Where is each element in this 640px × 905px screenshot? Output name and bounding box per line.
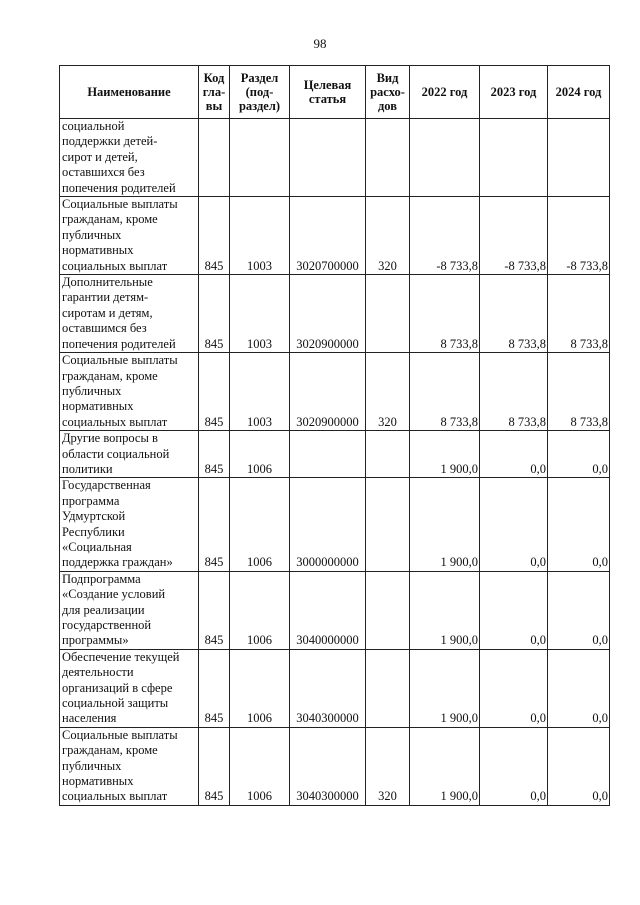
cell-section: 1003 — [230, 353, 290, 431]
cell-name: Дополнительные гарантии детям- сиротам и детям, оставшимся без попечения родителей — [60, 275, 199, 353]
cell-2023: 0,0 — [480, 478, 548, 571]
cell-name: Социальные выплаты гражданам, кроме публичных нормативных социальных выплат — [60, 353, 199, 431]
cell-name: Другие вопросы в области социальной политики — [60, 431, 199, 478]
cell-2023: 0,0 — [480, 431, 548, 478]
cell-target-article: 3040300000 — [290, 727, 366, 805]
cell-2022 — [410, 119, 480, 197]
cell-chapter-code: 845 — [199, 649, 230, 727]
cell-section: 1003 — [230, 275, 290, 353]
cell-chapter-code: 845 — [199, 571, 230, 649]
cell-2024: 0,0 — [548, 571, 610, 649]
cell-2022: 1 900,0 — [410, 727, 480, 805]
cell-target-article: 3040300000 — [290, 649, 366, 727]
table-row — [60, 119, 610, 197]
header-expense-type: Вид расхо- дов — [366, 66, 410, 119]
cell-2023: 0,0 — [480, 571, 548, 649]
cell-name: Социальные выплаты гражданам, кроме публичных нормативных социальных выплат — [60, 727, 199, 805]
cell-expense-type: 320 — [366, 197, 410, 275]
cell-section: 1003 — [230, 197, 290, 275]
cell-2024: 0,0 — [548, 431, 610, 478]
table-row — [60, 727, 610, 805]
header-target-article: Целевая статья — [290, 66, 366, 119]
cell-chapter-code: 845 — [199, 727, 230, 805]
cell-name: Социальные выплаты гражданам, кроме публичных нормативных социальных выплат — [60, 197, 199, 275]
table-row — [60, 571, 610, 649]
cell-expense-type: 320 — [366, 353, 410, 431]
cell-name: Обеспечение текущей деятельности организаций в сфере социальной защиты населения — [60, 649, 199, 727]
cell-2022: -8 733,8 — [410, 197, 480, 275]
header-year-2023: 2023 год — [480, 66, 548, 119]
cell-target-article — [290, 431, 366, 478]
cell-2023: 0,0 — [480, 649, 548, 727]
header-chapter-code: Код гла- вы — [199, 66, 230, 119]
cell-section: 1006 — [230, 431, 290, 478]
header-section: Раздел (под- раздел) — [230, 66, 290, 119]
cell-2022: 1 900,0 — [410, 431, 480, 478]
cell-section — [230, 119, 290, 197]
header-year-2024: 2024 год — [548, 66, 610, 119]
cell-2024: 0,0 — [548, 478, 610, 571]
cell-expense-type — [366, 478, 410, 571]
cell-target-article: 3020700000 — [290, 197, 366, 275]
cell-chapter-code — [199, 119, 230, 197]
page-number: 98 — [313, 36, 327, 51]
table-row — [60, 197, 610, 275]
cell-expense-type — [366, 119, 410, 197]
cell-section: 1006 — [230, 727, 290, 805]
cell-2023 — [480, 119, 548, 197]
cell-target-article: 3020900000 — [290, 275, 366, 353]
cell-2024: -8 733,8 — [548, 197, 610, 275]
cell-expense-type: 320 — [366, 727, 410, 805]
cell-chapter-code: 845 — [199, 353, 230, 431]
cell-target-article: 3020900000 — [290, 353, 366, 431]
cell-target-article: 3040000000 — [290, 571, 366, 649]
cell-2024: 0,0 — [548, 649, 610, 727]
cell-2022: 1 900,0 — [410, 571, 480, 649]
table-header-row — [60, 66, 610, 119]
table-row — [60, 353, 610, 431]
cell-2022: 1 900,0 — [410, 649, 480, 727]
cell-2023: 8 733,8 — [480, 275, 548, 353]
cell-2024: 8 733,8 — [548, 353, 610, 431]
cell-target-article: 3000000000 — [290, 478, 366, 571]
cell-name: социальной поддержки детей- сирот и детей, оставшихся без попечения родителей — [60, 119, 199, 197]
cell-chapter-code: 845 — [199, 478, 230, 571]
cell-expense-type — [366, 649, 410, 727]
cell-2024: 8 733,8 — [548, 275, 610, 353]
cell-2023: 0,0 — [480, 727, 548, 805]
cell-chapter-code: 845 — [199, 197, 230, 275]
cell-expense-type — [366, 431, 410, 478]
cell-target-article — [290, 119, 366, 197]
cell-name: Подпрограмма «Создание условий для реализации государственной программы» — [60, 571, 199, 649]
cell-name: Государственная программа Удмуртской Республики «Социальная поддержка граждан» — [60, 478, 199, 571]
cell-chapter-code: 845 — [199, 275, 230, 353]
table-row — [60, 478, 610, 571]
cell-2023: 8 733,8 — [480, 353, 548, 431]
header-name: Наименование — [60, 66, 199, 119]
cell-2022: 8 733,8 — [410, 353, 480, 431]
header-year-2022: 2022 год — [410, 66, 480, 119]
cell-section: 1006 — [230, 478, 290, 571]
cell-2024 — [548, 119, 610, 197]
cell-2023: -8 733,8 — [480, 197, 548, 275]
cell-expense-type — [366, 275, 410, 353]
table-row — [60, 431, 610, 478]
table-row — [60, 649, 610, 727]
cell-2022: 1 900,0 — [410, 478, 480, 571]
cell-expense-type — [366, 571, 410, 649]
table-row — [60, 275, 610, 353]
cell-2022: 8 733,8 — [410, 275, 480, 353]
cell-section: 1006 — [230, 571, 290, 649]
cell-chapter-code: 845 — [199, 431, 230, 478]
cell-section: 1006 — [230, 649, 290, 727]
cell-2024: 0,0 — [548, 727, 610, 805]
budget-table — [59, 65, 610, 806]
